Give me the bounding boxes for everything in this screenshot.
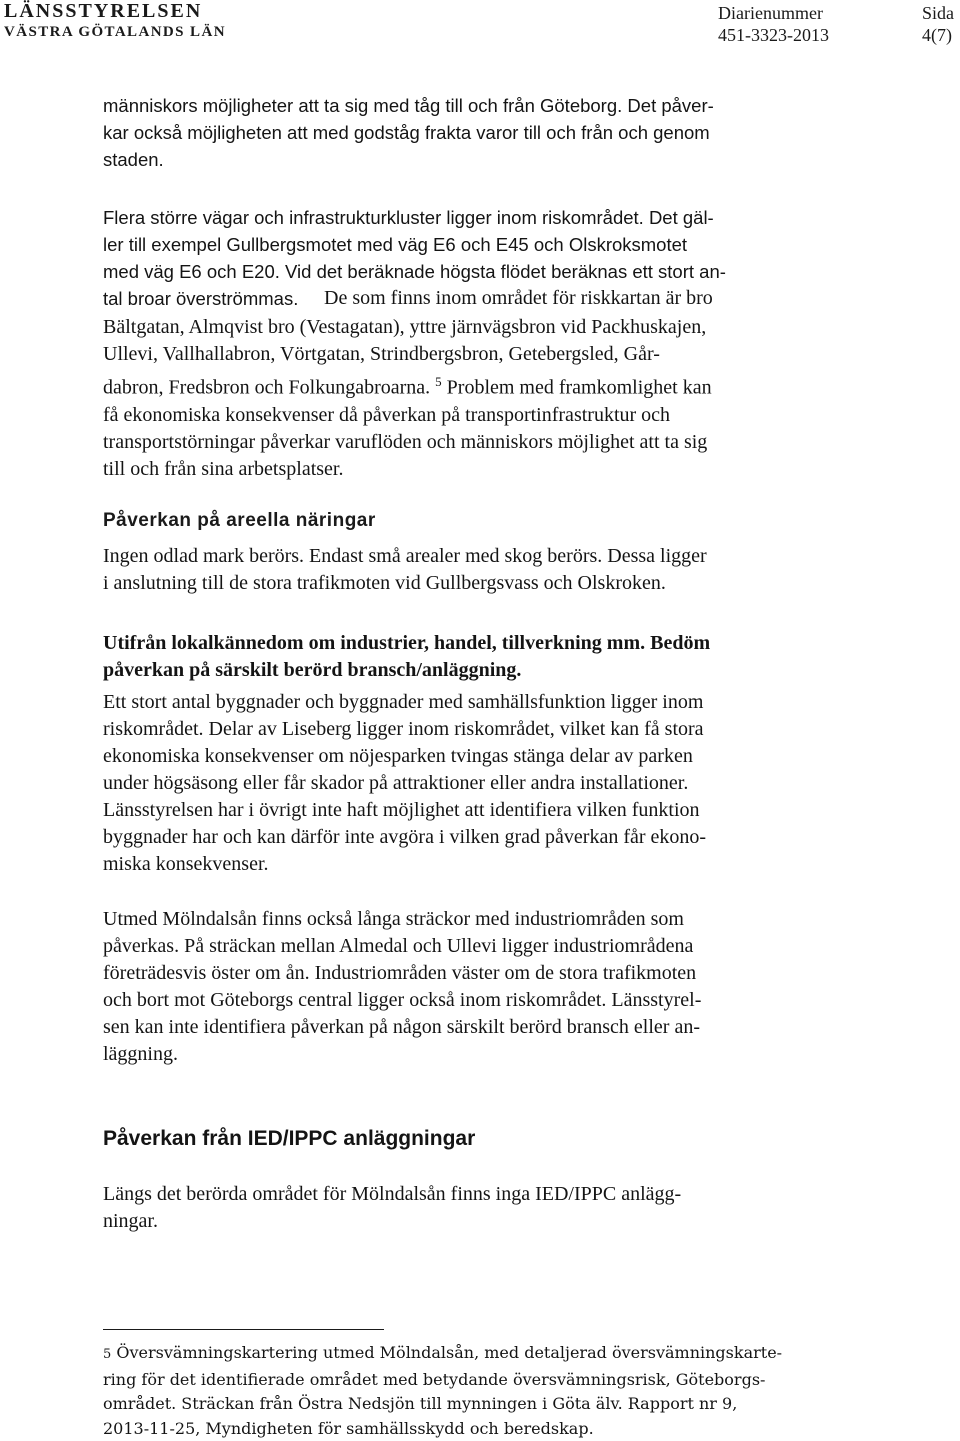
footnote-marker: 5 [103,1347,111,1362]
text-line: Bältgatan, Almqvist bro (Vestagatan), yttre järnvägsbron vid Packhuskajen, [103,314,823,341]
footnote-reference[interactable]: 5 [435,374,442,389]
text-line: läggning. [103,1041,823,1068]
org-logo-line2: VÄSTRA GÖTALANDS LÄN [4,24,226,41]
footnote-line [103,1341,843,1368]
text-segment: Översvämningskartering utmed Mölndalsån, med detaljerad översvämningskarte- [116,1343,782,1362]
page-number: 4(7) [922,24,952,46]
text-line: transportstörningar påverkar varuflöden och människors möjlighet att ta sig [103,429,823,456]
paragraph-6 [103,1181,823,1235]
text-line: Flera större vägar och infrastrukturkluster ligger inom riskområdet. Det gäl- [103,204,823,231]
text-line: under högsäsong eller får skador på attraktioner eller andra installationer. [103,770,823,797]
text-line: med väg E6 och E20. Vid det beräknade högsta flödet beräknas ett stort an- [103,258,823,285]
page-label: Sida [922,2,954,24]
paragraph-2-continuation: De som finns inom området för riskkartan är bro [324,285,713,312]
text-line: tal broar överströmmas. [103,285,823,312]
paragraph-2-serif [103,314,823,483]
text-line: ningar. [103,1208,823,1235]
heading-line: Utifrån lokalkännedom om industrier, handel, tillverkning mm. Bedöm [103,630,823,657]
text-line: till och från sina arbetsplatser. [103,456,823,483]
text-line [103,368,823,402]
text-line: i anslutning till de stora trafikmoten vid Gullbergsvass och Olskroken. [103,570,823,597]
diarienummer-label: Diarienummer [718,2,823,24]
text-line: och bort mot Göteborgs central ligger också inom riskområdet. Länsstyrel- [103,987,823,1014]
text-segment: dabron, Fredsbron och Folkungabroarna. [103,377,430,399]
text-line: företrädesvis öster om ån. Industriområden väster om de stora trafikmoten [103,960,823,987]
text-line: Utmed Mölndalsån finns också långa sträckor med industriområden som [103,906,823,933]
text-line: riskområdet. Delar av Liseberg ligger inom riskområdet, vilket kan få stora [103,716,823,743]
paragraph-4 [103,689,823,878]
footnote-line: 2013-11-25, Myndigheten för samhällsskydd och beredskap. [103,1417,843,1441]
text-line: få ekonomiska konsekvenser då påverkan på transportinfrastruktur och [103,402,823,429]
text-line: Länsstyrelsen har i övrigt inte haft möjlighet att identifiera vilken funktion [103,797,823,824]
diarienummer-value: 451-3323-2013 [718,24,829,46]
text-line: staden. [103,146,823,173]
heading-ied-ippc: Påverkan från IED/IPPC anläggningar [103,1127,475,1151]
text-line: Längs det berörda området för Mölndalsån finns inga IED/IPPC anlägg- [103,1181,823,1208]
footnote-divider [103,1329,384,1330]
text-line: Ingen odlad mark berörs. Endast små arealer med skog berörs. Dessa ligger [103,543,823,570]
paragraph-1 [103,92,823,173]
text-segment: Problem med framkomlighet kan [447,377,712,399]
org-logo-line1: LÄNSSTYRELSEN [4,0,202,23]
text-line: människors möjligheter att ta sig med tåg till och från Göteborg. Det påver- [103,92,823,119]
heading-line: påverkan på särskilt berörd bransch/anläggning. [103,657,823,684]
heading-lokalkannedom [103,630,823,684]
text-line: Ullevi, Vallhallabron, Vörtgatan, Strindbergsbron, Getebergsled, Går- [103,341,823,368]
heading-areella-naringar: Påverkan på areella näringar [103,510,376,532]
footnote [103,1341,843,1441]
text-line: ler till exempel Gullbergsmotet med väg E6 och E45 och Olskroksmotet [103,231,823,258]
footnote-line: området. Sträckan från Östra Nedsjön till mynningen i Göta älv. Rapport nr 9, [103,1392,843,1417]
text-line: Ett stort antal byggnader och byggnader med samhällsfunktion ligger inom [103,689,823,716]
text-line: påverkas. På sträckan mellan Almedal och Ullevi ligger industriområdena [103,933,823,960]
text-line: miska konsekvenser. [103,851,823,878]
text-line: byggnader har och kan därför inte avgöra i vilken grad påverkan får ekono- [103,824,823,851]
paragraph-3 [103,543,823,597]
text-line: sen kan inte identifiera påverkan på någon särskilt berörd bransch eller an- [103,1014,823,1041]
paragraph-5 [103,906,823,1068]
text-line: ekonomiska konsekvenser om nöjesparken tvingas stänga delar av parken [103,743,823,770]
footnote-line: ring för det identifierade området med betydande översvämningsrisk, Göteborgs- [103,1368,843,1393]
text-line: kar också möjligheten att med godståg frakta varor till och från och genom [103,119,823,146]
